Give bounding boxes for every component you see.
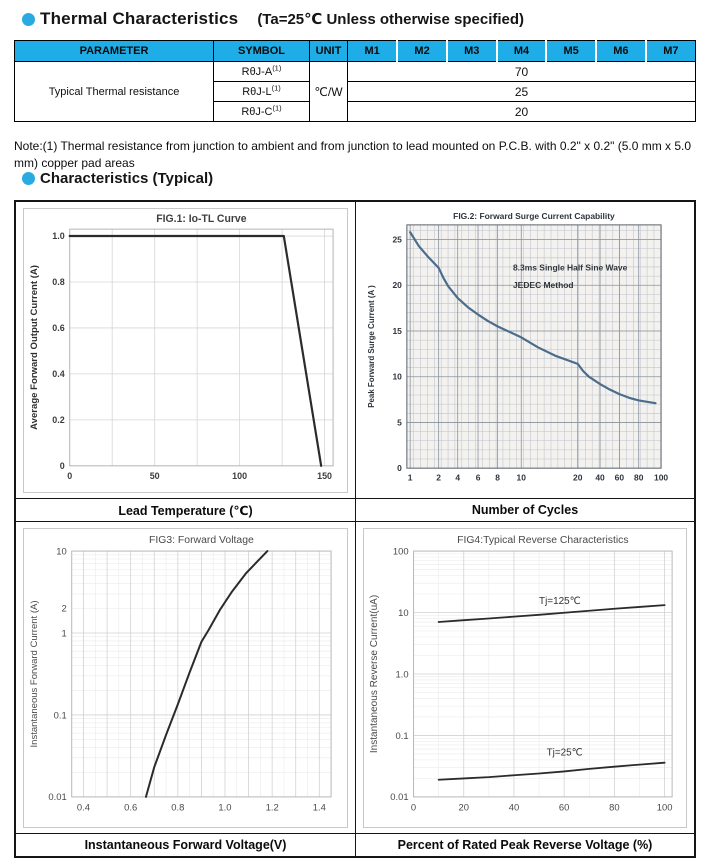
col-m3: M3 bbox=[447, 41, 497, 62]
symbol-cell-rthjl: RθJ-$L^{(1)}$ bbox=[214, 82, 310, 102]
fig2-caption: Number of Cycles bbox=[355, 498, 694, 521]
svg-text:JEDEC Method: JEDEC Method bbox=[512, 280, 574, 290]
svg-text:0.4: 0.4 bbox=[52, 369, 65, 380]
svg-text:0.1: 0.1 bbox=[53, 710, 67, 722]
svg-text:0.01: 0.01 bbox=[390, 792, 409, 804]
svg-text:10: 10 bbox=[392, 371, 402, 382]
fig3-forward-voltage-chart bbox=[23, 528, 348, 828]
svg-text:1.0: 1.0 bbox=[52, 231, 65, 242]
svg-text:0: 0 bbox=[59, 460, 65, 472]
col-m6: M6 bbox=[596, 41, 646, 62]
symbol-cell-rthja: RθJ-$A^{(1)}$ bbox=[214, 62, 310, 82]
svg-text:100: 100 bbox=[656, 802, 673, 814]
svg-text:FIG.2: Forward Surge Current C: FIG.2: Forward Surge Current Capability bbox=[453, 210, 615, 221]
svg-text:0.4: 0.4 bbox=[76, 802, 91, 814]
svg-text:8.3ms Single Half Sine Wave: 8.3ms Single Half Sine Wave bbox=[512, 262, 628, 273]
section-bullet-icon bbox=[22, 172, 35, 185]
section1-title: Thermal Characteristics bbox=[40, 9, 239, 28]
svg-text:0: 0 bbox=[410, 802, 417, 814]
svg-text:1.4: 1.4 bbox=[312, 802, 326, 814]
svg-text:2: 2 bbox=[436, 472, 441, 483]
svg-text:1.0: 1.0 bbox=[218, 802, 232, 814]
svg-text:60: 60 bbox=[558, 802, 570, 814]
svg-text:0.8: 0.8 bbox=[171, 802, 185, 814]
fig1-io-tl-chart bbox=[23, 208, 348, 493]
svg-text:40: 40 bbox=[595, 472, 605, 483]
svg-text:6: 6 bbox=[475, 472, 481, 483]
thermal-table bbox=[14, 40, 696, 122]
svg-text:100: 100 bbox=[654, 472, 669, 483]
col-m2: M2 bbox=[397, 41, 447, 62]
svg-text:0.01: 0.01 bbox=[48, 792, 67, 804]
svg-text:0: 0 bbox=[67, 470, 73, 481]
svg-text:20: 20 bbox=[572, 472, 583, 483]
fig4-caption: Percent of Rated Peak Reverse Voltage (%) bbox=[355, 833, 694, 856]
svg-text:60: 60 bbox=[614, 472, 625, 483]
svg-text:50: 50 bbox=[149, 470, 160, 481]
svg-text:0.2: 0.2 bbox=[52, 414, 65, 426]
svg-text:8: 8 bbox=[495, 472, 500, 483]
svg-text:FIG.1: Io-TL Curve: FIG.1: Io-TL Curve bbox=[156, 213, 247, 226]
col-m4: M4 bbox=[497, 41, 547, 62]
svg-text:10: 10 bbox=[398, 607, 409, 619]
value-cell-rthjl: 25 bbox=[348, 82, 696, 102]
svg-text:15: 15 bbox=[392, 325, 402, 336]
svg-text:80: 80 bbox=[634, 472, 644, 483]
svg-text:0: 0 bbox=[397, 463, 402, 474]
svg-text:Instantaneous Forward Current: Instantaneous Forward Current (A) bbox=[28, 600, 40, 748]
fig1-cell bbox=[16, 202, 355, 498]
svg-text:1: 1 bbox=[61, 628, 67, 640]
thermal-characteristics-heading bbox=[22, 9, 524, 29]
fig3-caption: Instantaneous Forward Voltage(V) bbox=[16, 833, 355, 856]
symbol-cell-rthjc: RθJ-$C^{(1)}$ bbox=[214, 102, 310, 122]
svg-text:FIG4:Typical Reverse Character: FIG4:Typical Reverse Characteristics bbox=[457, 534, 629, 547]
note-text: Note:(1) Thermal resistance from junction to ambient and from junction to lead mounted on P.C.B. with 0.2" x 0.2" (5.0 mm x 5.0 mm) copper pad areas bbox=[14, 139, 692, 171]
svg-text:2: 2 bbox=[61, 603, 67, 615]
svg-text:5: 5 bbox=[397, 417, 402, 428]
section2-title: Characteristics (Typical) bbox=[40, 170, 214, 187]
svg-text:0.8: 0.8 bbox=[52, 277, 65, 288]
svg-text:40: 40 bbox=[508, 802, 520, 814]
svg-text:Peak Forward Surge Current (A: Peak Forward Surge Current (A ) bbox=[366, 285, 376, 408]
characteristics-heading bbox=[22, 170, 213, 187]
fig1-caption: Lead Temperature (℃) bbox=[16, 498, 355, 521]
fig4-cell bbox=[355, 521, 694, 833]
col-unit: UNIT bbox=[310, 41, 348, 62]
svg-text:0.6: 0.6 bbox=[52, 323, 65, 334]
svg-text:150: 150 bbox=[317, 470, 333, 481]
svg-text:1: 1 bbox=[407, 472, 413, 483]
svg-text:80: 80 bbox=[609, 802, 620, 814]
svg-text:0.6: 0.6 bbox=[124, 802, 138, 814]
value-cell-rthjc: 20 bbox=[348, 102, 696, 122]
fig4-reverse-characteristics-chart bbox=[363, 528, 687, 828]
fig2-cell bbox=[355, 202, 694, 498]
svg-text:1.2: 1.2 bbox=[265, 802, 279, 814]
col-m1: M1 bbox=[348, 41, 398, 62]
svg-text:100: 100 bbox=[232, 470, 248, 481]
characteristics-chart-grid bbox=[14, 200, 696, 858]
svg-text:20: 20 bbox=[392, 280, 402, 291]
svg-text:100: 100 bbox=[392, 546, 409, 558]
col-parameter: PARAMETER bbox=[15, 41, 214, 62]
section1-condition: (Ta=25℃ Unless otherwise specified) bbox=[257, 11, 525, 28]
table-row bbox=[15, 62, 696, 82]
svg-text:Tj=125℃: Tj=125℃ bbox=[539, 595, 581, 607]
svg-text:4: 4 bbox=[455, 472, 461, 483]
svg-text:10: 10 bbox=[56, 546, 67, 558]
svg-text:0.1: 0.1 bbox=[395, 730, 409, 742]
svg-text:10: 10 bbox=[516, 472, 526, 483]
svg-text:Tj=25℃: Tj=25℃ bbox=[546, 747, 583, 759]
col-m7: M7 bbox=[646, 41, 696, 62]
col-m5: M5 bbox=[546, 41, 596, 62]
parameter-cell: Typical Thermal resistance bbox=[15, 62, 214, 122]
col-symbol: SYMBOL bbox=[214, 41, 310, 62]
svg-text:25: 25 bbox=[392, 234, 402, 245]
svg-text:FIG3: Forward Voltage: FIG3: Forward Voltage bbox=[148, 535, 254, 547]
svg-text:Average Forward Output Current: Average Forward Output Current (A) bbox=[28, 265, 40, 430]
value-cell-rthja: 70 bbox=[348, 62, 696, 82]
fig3-cell bbox=[16, 521, 355, 833]
svg-text:Instantaneous Reverse Current(: Instantaneous Reverse Current(uA) bbox=[368, 594, 380, 754]
svg-text:1.0: 1.0 bbox=[395, 669, 409, 681]
thermal-table-header-row bbox=[15, 41, 696, 62]
section-bullet-icon bbox=[22, 13, 35, 26]
svg-text:20: 20 bbox=[458, 802, 469, 814]
unit-cell: ℃/W bbox=[310, 62, 348, 122]
fig2-forward-surge-chart bbox=[363, 208, 687, 493]
